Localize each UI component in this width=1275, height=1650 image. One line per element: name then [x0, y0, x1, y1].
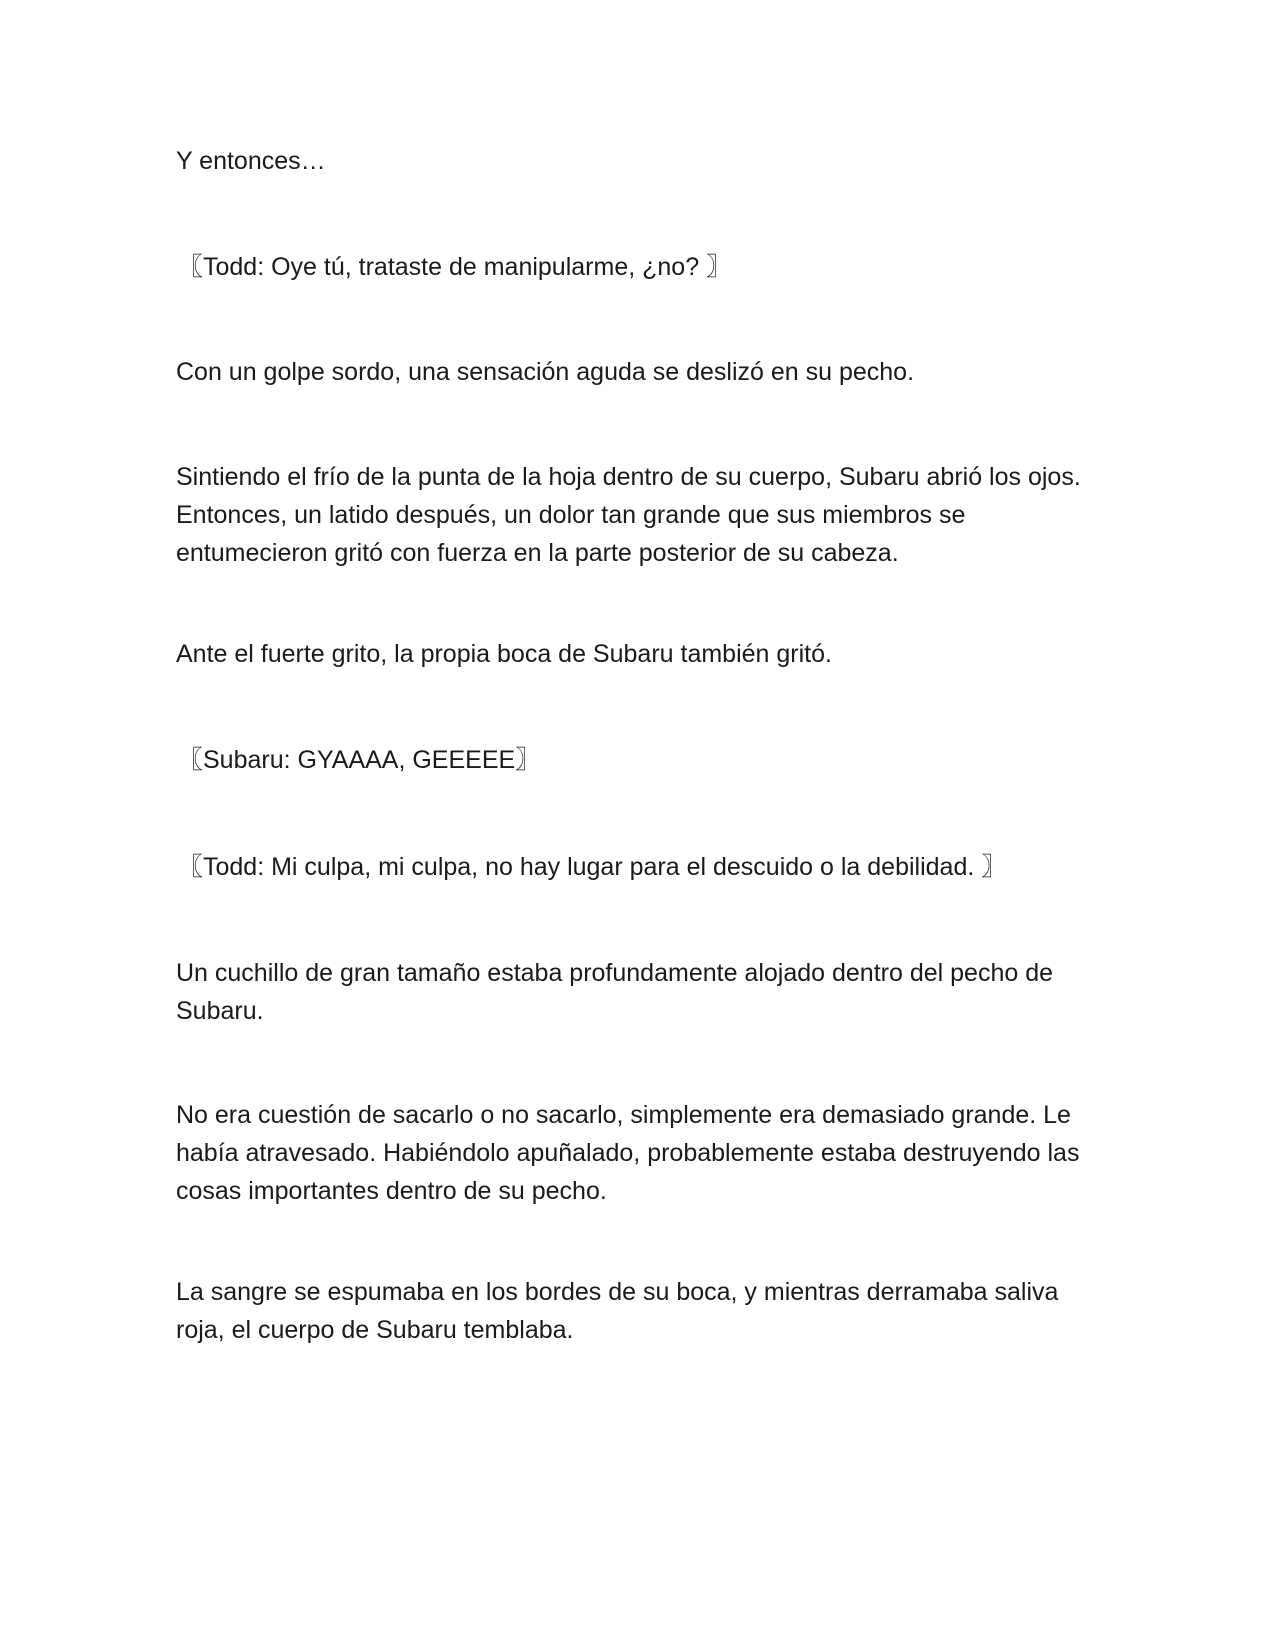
dialogue-subaru: 〖Subaru: GYAAAA, GEEEEE〗	[178, 746, 541, 774]
dialogue-todd-1: 〖Todd: Oye tú, trataste de manipularme, ¿no? 〗	[178, 253, 732, 281]
paragraph-4: Sintiendo el frío de la punta de la hoja dentro de su cuerpo, Subaru abrió los ojos. Entonces, un latido después, un dolor tan grande que sus miembros se entumecieron gritó con fuerza en la parte posterior de su cabeza.	[176, 463, 1081, 567]
paragraph-10: La sangre se espumaba en los bordes de su boca, y mientras derramaba saliva roja, el cuerpo de Subaru temblaba.	[176, 1278, 1059, 1344]
paragraph-9: No era cuestión de sacarlo o no sacarlo, simplemente era demasiado grande. Le había atravesado. Habiéndolo apuñalado, probablemente estaba destruyendo las cosas importantes dentro de su pecho.	[176, 1101, 1080, 1205]
paragraph-8: Un cuchillo de gran tamaño estaba profundamente alojado dentro del pecho de Subaru.	[176, 959, 1054, 1025]
paragraph-5: Ante el fuerte grito, la propia boca de Subaru también gritó.	[176, 640, 832, 668]
paragraph-1: Y entonces…	[176, 147, 326, 175]
paragraph-3: Con un golpe sordo, una sensación aguda se deslizó en su pecho.	[176, 358, 915, 386]
dialogue-todd-2: 〖Todd: Mi culpa, mi culpa, no hay lugar para el descuido o la debilidad. 〗	[178, 853, 1007, 881]
